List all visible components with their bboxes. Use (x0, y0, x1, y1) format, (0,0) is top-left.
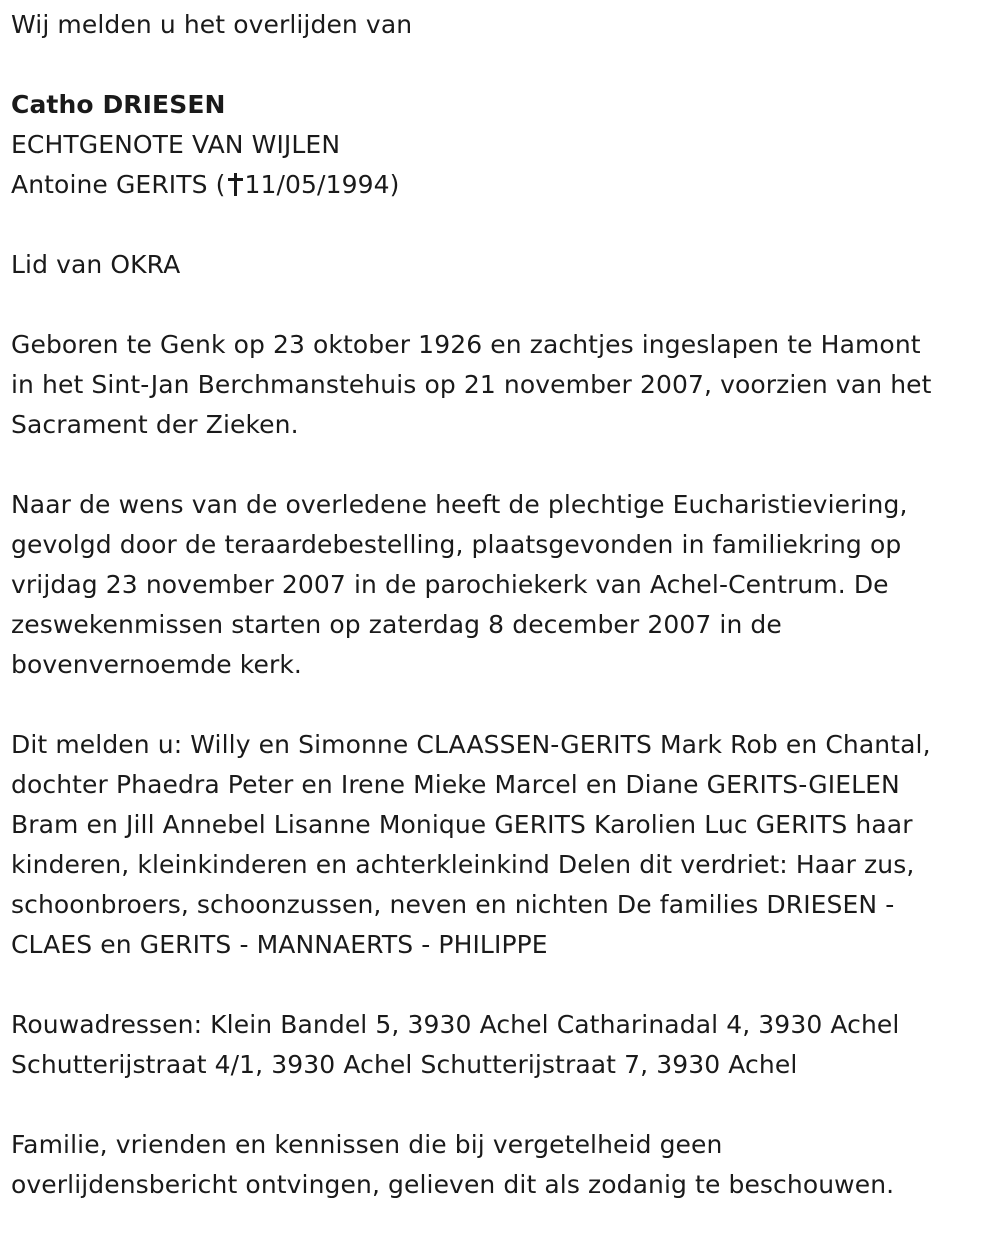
spouse-suffix: ) (389, 170, 400, 199)
text-line: overlijdensbericht ontvingen, gelieven dit als zodanig te beschouwen. (11, 1170, 895, 1199)
text-line: schoonbroers, schoonzussen, neven en nichten De families DRIESEN - (11, 890, 895, 919)
text-line: in het Sint-Jan Berchmanstehuis op 21 november 2007, voorzien van het (11, 370, 932, 399)
addresses-paragraph (11, 1005, 986, 1085)
spouse-label: ECHTGENOTE VAN WIJLEN (11, 130, 341, 159)
text-line: Schutterijstraat 4/1, 3930 Achel Schutterijstraat 7, 3930 Achel (11, 1050, 798, 1079)
text-line: Naar de wens van de overledene heeft de plechtige Eucharistieviering, (11, 490, 908, 519)
text-line: gevolgd door de teraardebestelling, plaatsgevonden in familiekring op (11, 530, 902, 559)
text-line: Rouwadressen: Klein Bandel 5, 3930 Achel Catharinadal 4, 3930 Achel (11, 1010, 900, 1039)
text-line: dochter Phaedra Peter en Irene Mieke Marcel en Diane GERITS-GIELEN (11, 770, 900, 799)
obituary-notice (11, 5, 986, 1245)
membership-paragraph (11, 245, 986, 285)
ceremony-paragraph (11, 485, 986, 685)
text-line: Sacrament der Zieken. (11, 410, 299, 439)
intro-text: Wij melden u het overlijden van (11, 10, 413, 39)
announcers-paragraph (11, 725, 986, 965)
birth-death-paragraph (11, 325, 986, 445)
text-line: CLAES en GERITS - MANNAERTS - PHILIPPE (11, 930, 548, 959)
cross-icon (227, 172, 243, 196)
spouse-name: Antoine GERITS ( (11, 170, 226, 199)
text-line: Dit melden u: Willy en Simonne CLAASSEN-GERITS Mark Rob en Chantal, (11, 730, 931, 759)
deceased-name: Catho DRIESEN (11, 90, 226, 119)
spouse-line (11, 165, 986, 205)
text-line: Bram en Jill Annebel Lisanne Monique GERITS Karolien Luc GERITS haar (11, 810, 913, 839)
closing-paragraph (11, 1125, 986, 1205)
deceased-block (11, 85, 986, 205)
text-line: vrijdag 23 november 2007 in de parochiekerk van Achel-Centrum. De (11, 570, 889, 599)
spouse-death-date: 11/05/1994 (244, 170, 390, 199)
text-line: Geboren te Genk op 23 oktober 1926 en zachtjes ingeslapen te Hamont (11, 330, 921, 359)
text-line: zeswekenmissen starten op zaterdag 8 december 2007 in de (11, 610, 782, 639)
text-line: kinderen, kleinkinderen en achterkleinkind Delen dit verdriet: Haar zus, (11, 850, 915, 879)
membership-text: Lid van OKRA (11, 250, 181, 279)
text-line: bovenvernoemde kerk. (11, 650, 302, 679)
intro-paragraph (11, 5, 986, 45)
text-line: Familie, vrienden en kennissen die bij vergetelheid geen (11, 1130, 723, 1159)
